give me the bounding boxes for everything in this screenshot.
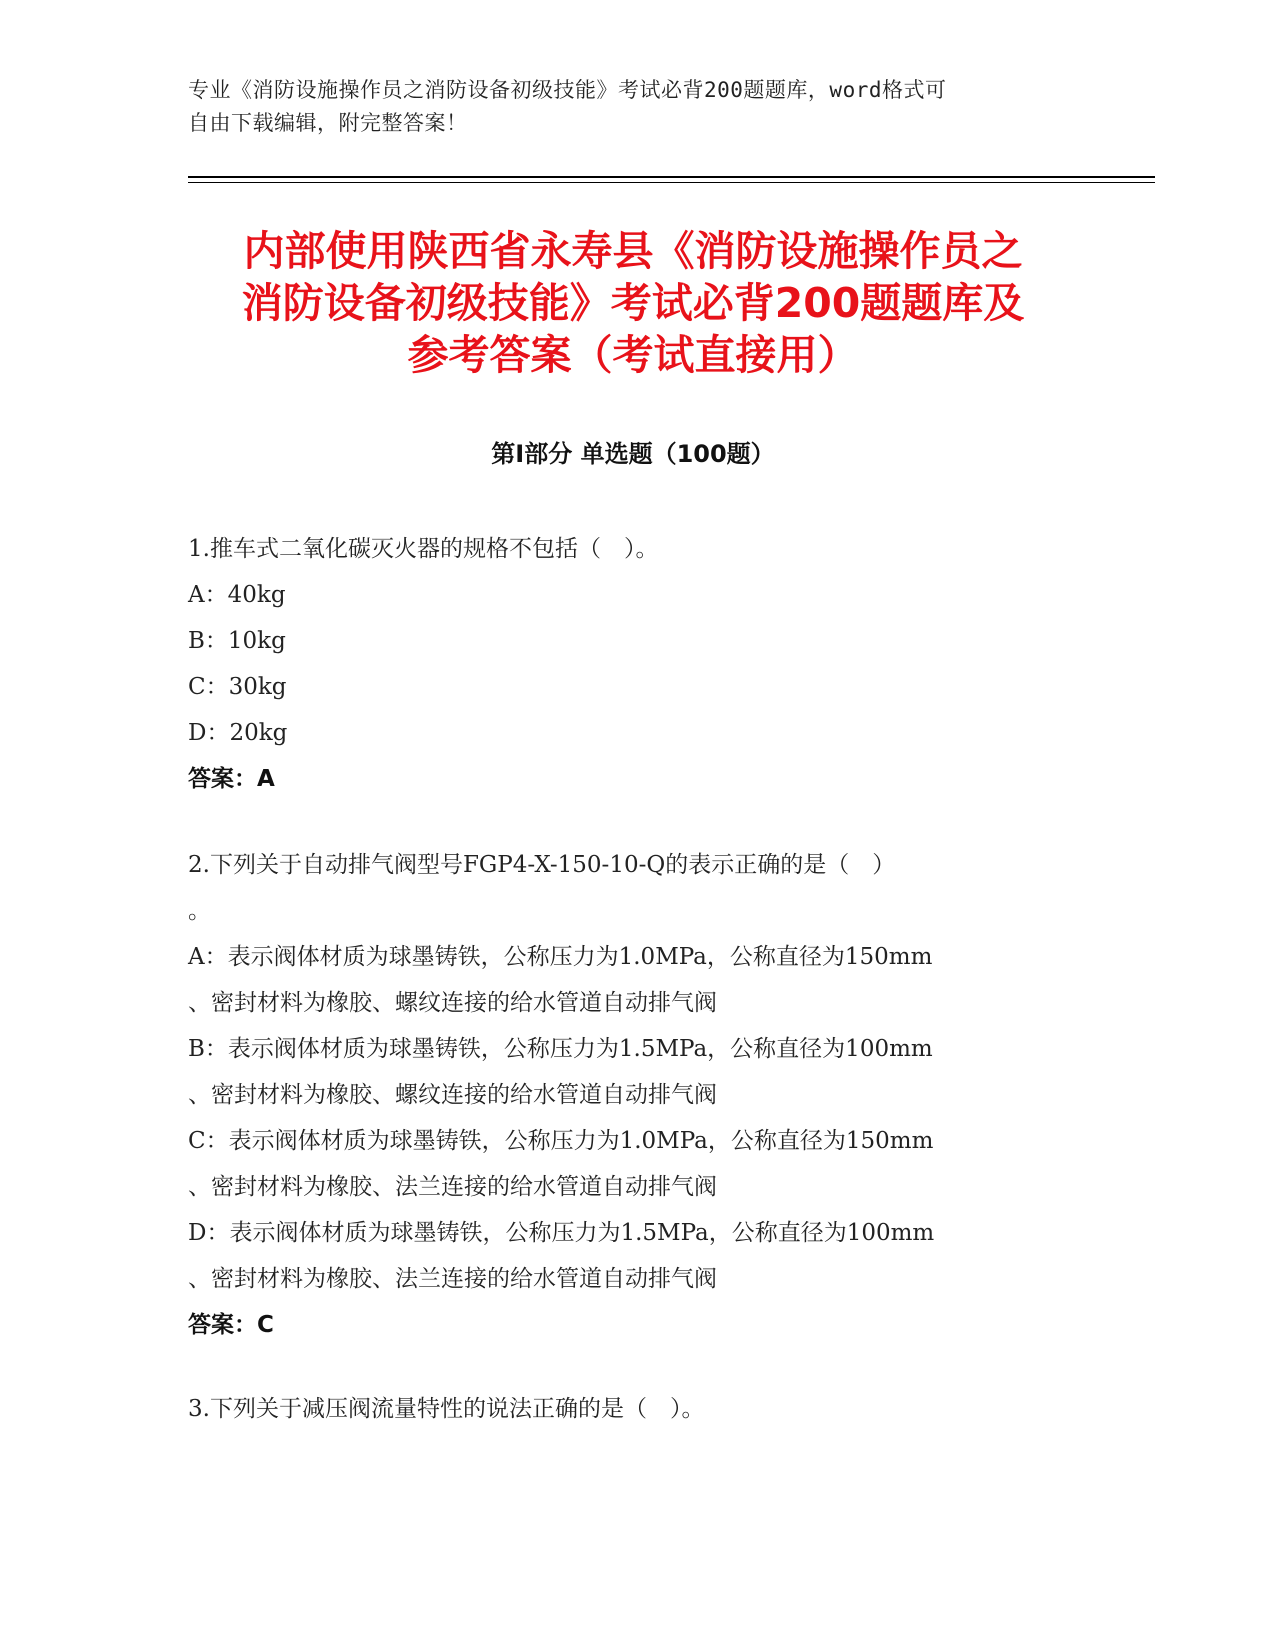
option-d-continuation: 、密封材料为橡胶、法兰连接的给水管道自动排气阀 [188,1266,717,1292]
question-stem: 2.下列关于自动排气阀型号FGP4-X-150-10-Q的表示正确的是（ ） [188,852,896,878]
option-b: B：10kg [188,628,286,654]
question-stem: 1.推车式二氧化碳灭火器的规格不包括（ ）。 [188,536,659,562]
document-title-line-1: 内部使用陕西省永寿县《消防设施操作员之 [243,227,1023,275]
option-c: C：30kg [188,674,287,700]
document-title-line-3: 参考答案（考试直接用） [407,331,859,379]
option-c: C：表示阀体材质为球墨铸铁，公称压力为1.0MPa，公称直径为150mm [188,1128,934,1154]
header-note-line-1: 专业《消防设施操作员之消防设备初级技能》考试必背200题题库，word格式可 [188,78,947,102]
option-a: A：表示阀体材质为球墨铸铁，公称压力为1.0MPa，公称直径为150mm [188,944,933,970]
header-divider-thick [188,176,1155,178]
option-b: B：表示阀体材质为球墨铸铁，公称压力为1.5MPa，公称直径为100mm [188,1036,933,1062]
question-stem: 3.下列关于减压阀流量特性的说法正确的是（ ）。 [188,1396,705,1422]
question-stem-continuation: 。 [188,898,211,924]
answer-label: 答案：A [188,766,275,792]
question-3 [188,1386,1088,1432]
option-a: A：40kg [188,582,286,608]
option-c-continuation: 、密封材料为橡胶、法兰连接的给水管道自动排气阀 [188,1174,717,1200]
document-title [188,225,1078,381]
document-title-line-2: 消防设备初级技能》考试必背200题题库及 [241,279,1025,327]
section-title: 第Ⅰ部分 单选题（100题） [491,440,775,468]
header-note [188,74,1088,140]
option-a-continuation: 、密封材料为橡胶、螺纹连接的给水管道自动排气阀 [188,990,717,1016]
option-d: D：20kg [188,720,288,746]
answer-label: 答案：C [188,1312,274,1338]
header-note-line-2: 自由下载编辑，附完整答案！ [188,111,468,135]
option-b-continuation: 、密封材料为橡胶、螺纹连接的给水管道自动排气阀 [188,1082,717,1108]
option-d: D：表示阀体材质为球墨铸铁，公称压力为1.5MPa，公称直径为100mm [188,1220,935,1246]
question-2 [188,842,1088,1348]
header-divider-thin [188,182,1155,183]
question-1 [188,526,1088,802]
